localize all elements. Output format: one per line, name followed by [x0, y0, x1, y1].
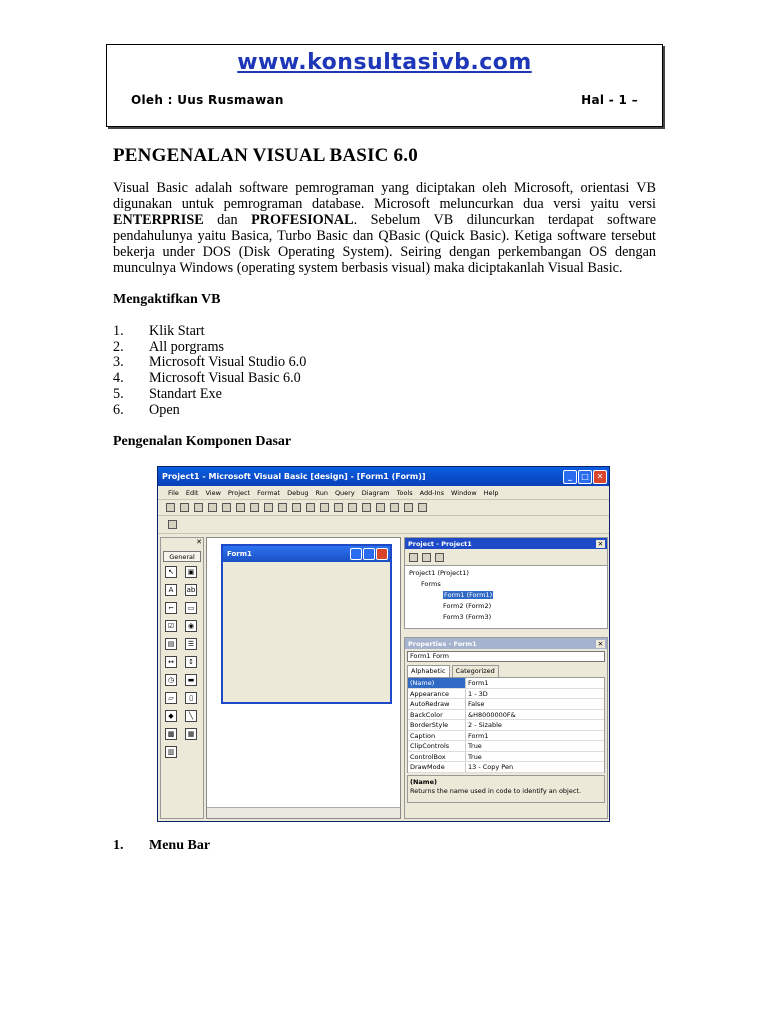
add-form-icon[interactable]: [180, 503, 189, 512]
timer-icon[interactable]: ◷: [165, 674, 177, 686]
menu-debug[interactable]: Debug: [287, 488, 309, 497]
view-object-icon[interactable]: [422, 553, 431, 562]
object-combo[interactable]: Form1 Form: [407, 651, 605, 662]
menu-help[interactable]: Help: [483, 488, 499, 497]
undo-icon[interactable]: [292, 503, 301, 512]
vb-ide-screenshot: [157, 466, 610, 822]
menu-file[interactable]: File: [168, 488, 179, 497]
list-item: 5. Standart Exe: [113, 385, 222, 402]
menu-window[interactable]: Window: [451, 488, 477, 497]
ide-title-bar: Project1 - Microsoft Visual Basic [design] - [Form1 (Form)] _ □ ✕: [158, 467, 609, 486]
close-icon[interactable]: ✕: [593, 470, 607, 484]
table-row[interactable]: ControlBox True: [408, 752, 604, 763]
list-item: 3. Microsoft Visual Studio 6.0: [113, 354, 307, 371]
toolbox-icon[interactable]: [418, 503, 427, 512]
steps-list: [113, 324, 306, 418]
list-item: 4. Microsoft Visual Basic 6.0: [113, 370, 301, 387]
menu-view[interactable]: View: [205, 488, 221, 497]
project-explorer-toolbar: [405, 549, 607, 566]
hscrollbar-icon[interactable]: ↔: [165, 656, 177, 668]
form1-title-bar: Form1: [223, 546, 390, 562]
section-heading-menu-bar: 1. Menu Bar: [113, 838, 211, 853]
dirlistbox-icon[interactable]: ▱: [165, 692, 177, 704]
tree-item[interactable]: Form3 (Form3): [443, 613, 492, 621]
table-row[interactable]: (Name) Form1: [408, 678, 604, 689]
checkbox-icon[interactable]: ☑: [165, 620, 177, 632]
properties-window: [404, 637, 608, 819]
ide-menu-bar: [158, 486, 609, 500]
page-number: Hal - 1 –: [581, 93, 638, 107]
menu-diagram[interactable]: Diagram: [361, 488, 390, 497]
toggle-folders-icon[interactable]: [435, 553, 444, 562]
form-editor-icon[interactable]: [168, 520, 177, 529]
doc-title: PENGENALAN VISUAL BASIC 6.0: [113, 145, 418, 166]
image-icon[interactable]: ▩: [165, 728, 177, 740]
project-explorer-icon[interactable]: [362, 503, 371, 512]
frame-icon[interactable]: ⌐: [165, 602, 177, 614]
toolbox-panel: [160, 537, 204, 819]
run-icon[interactable]: [320, 503, 329, 512]
view-code-icon[interactable]: [409, 553, 418, 562]
properties-title: Properties - Form1 ✕: [405, 638, 607, 649]
close-icon[interactable]: ✕: [597, 539, 604, 548]
menu-edit[interactable]: Edit: [185, 488, 199, 497]
minimize-icon[interactable]: _: [563, 470, 577, 484]
form-layout-icon[interactable]: [390, 503, 399, 512]
textbox-icon[interactable]: ab: [186, 586, 196, 594]
optionbutton-icon[interactable]: ◉: [185, 620, 197, 632]
section-heading-mengaktifkan: Mengaktifkan VB: [113, 292, 221, 307]
project-explorer: [404, 537, 608, 629]
header-box: [106, 44, 663, 127]
table-row[interactable]: Appearance 1 - 3D: [408, 689, 604, 700]
menu-format[interactable]: Format: [257, 488, 281, 497]
table-row[interactable]: Caption Form1: [408, 731, 604, 742]
form1-window[interactable]: [221, 544, 392, 704]
ide-toolbar: [158, 500, 609, 516]
table-row[interactable]: DrawMode 13 - Copy Pen: [408, 762, 604, 773]
line-icon[interactable]: ╲: [185, 710, 197, 722]
toolbox-tab-general[interactable]: General: [163, 551, 201, 562]
pause-icon[interactable]: [334, 503, 343, 512]
pointer-icon[interactable]: ↖: [165, 566, 177, 578]
tree-folder-forms[interactable]: Forms: [421, 580, 441, 588]
cut-icon[interactable]: [236, 503, 245, 512]
intro-paragraph: Visual Basic adalah software pemrograman yang diciptakan oleh Microsoft, orientasi VB digunakan untuk pemrograman database. Microsoft meluncurkan dua versi yaitu versi ENTERPRISE dan PROFESIONAL. Sebelum VB diluncurkan terdapat software pendahulunya yaitu Basica, Turbo Basic dan QBasic (Quick Basic). Ketiga software tersebut bekerja under DOS (Disk Operating System). Seiring dengan perkembangan OS dengan munculnya Windows (operating system berbasis visual) maka diciptakanlah Visual Basic.: [113, 180, 656, 276]
table-row[interactable]: ClipControls True: [408, 741, 604, 752]
project-tree: [405, 566, 607, 625]
ole-icon[interactable]: ▥: [165, 746, 177, 758]
maximize-icon[interactable]: [363, 548, 375, 560]
shape-icon[interactable]: ◆: [165, 710, 177, 722]
tab-alphabetic[interactable]: Alphabetic: [407, 665, 450, 677]
form-designer: [206, 537, 401, 819]
open-icon[interactable]: [208, 503, 217, 512]
close-icon[interactable]: [376, 548, 388, 560]
redo-icon[interactable]: [306, 503, 315, 512]
maximize-icon[interactable]: □: [578, 470, 592, 484]
property-description: (Name) Returns the name used in code to identify an object.: [407, 775, 605, 803]
tab-categorized[interactable]: Categorized: [452, 665, 499, 677]
vscrollbar-icon[interactable]: ↕: [185, 656, 197, 668]
table-row[interactable]: AutoRedraw False: [408, 699, 604, 710]
project-explorer-title: Project - Project1 ✕: [405, 538, 607, 549]
section-heading-komponen: Pengenalan Komponen Dasar: [113, 434, 292, 449]
drivelistbox-icon[interactable]: ▬: [185, 674, 197, 686]
tree-root[interactable]: Project1 (Project1): [409, 569, 469, 577]
add-project-icon[interactable]: [166, 503, 175, 512]
object-browser-icon[interactable]: [404, 503, 413, 512]
site-link[interactable]: www.konsultasivb.com: [237, 50, 532, 75]
save-icon[interactable]: [222, 503, 231, 512]
filelistbox-icon[interactable]: ▯: [185, 692, 197, 704]
close-icon[interactable]: ✕: [597, 639, 604, 648]
tree-item[interactable]: Form1 (Form1): [444, 591, 493, 599]
menu-editor-icon[interactable]: [194, 503, 203, 512]
table-row[interactable]: BorderStyle 2 - Sizable: [408, 720, 604, 731]
minimize-icon[interactable]: [350, 548, 362, 560]
data-icon[interactable]: ▦: [185, 728, 197, 740]
menu-run[interactable]: Run: [315, 488, 328, 497]
combobox-icon[interactable]: ▤: [165, 638, 177, 650]
label-icon[interactable]: A: [165, 584, 177, 596]
horizontal-scrollbar[interactable]: [207, 807, 400, 818]
paste-icon[interactable]: [264, 503, 273, 512]
table-row[interactable]: BackColor &H8000000F&: [408, 710, 604, 721]
list-item: 6. Open: [113, 401, 180, 418]
stop-icon[interactable]: [348, 503, 357, 512]
ide-toolbar-secondary: [158, 516, 609, 534]
properties-tabs: [405, 664, 607, 677]
menu-tools[interactable]: Tools: [396, 488, 413, 497]
picturebox-icon[interactable]: ▣: [185, 566, 197, 578]
commandbutton-icon[interactable]: ▭: [185, 602, 197, 614]
close-icon[interactable]: ✕: [196, 538, 202, 546]
list-item: 2. All porgrams: [113, 338, 225, 355]
menu-project[interactable]: Project: [227, 488, 251, 497]
copy-icon[interactable]: [250, 503, 259, 512]
find-icon[interactable]: [278, 503, 287, 512]
properties-icon[interactable]: [376, 503, 385, 512]
author: Oleh : Uus Rusmawan: [131, 93, 284, 107]
listbox-icon[interactable]: ☰: [185, 638, 197, 650]
menu-addins[interactable]: Add-Ins: [419, 488, 444, 497]
list-item: 1. Klik Start: [113, 323, 205, 339]
menu-query[interactable]: Query: [334, 488, 355, 497]
properties-grid: [407, 677, 605, 773]
tree-item[interactable]: Form2 (Form2): [443, 602, 492, 610]
